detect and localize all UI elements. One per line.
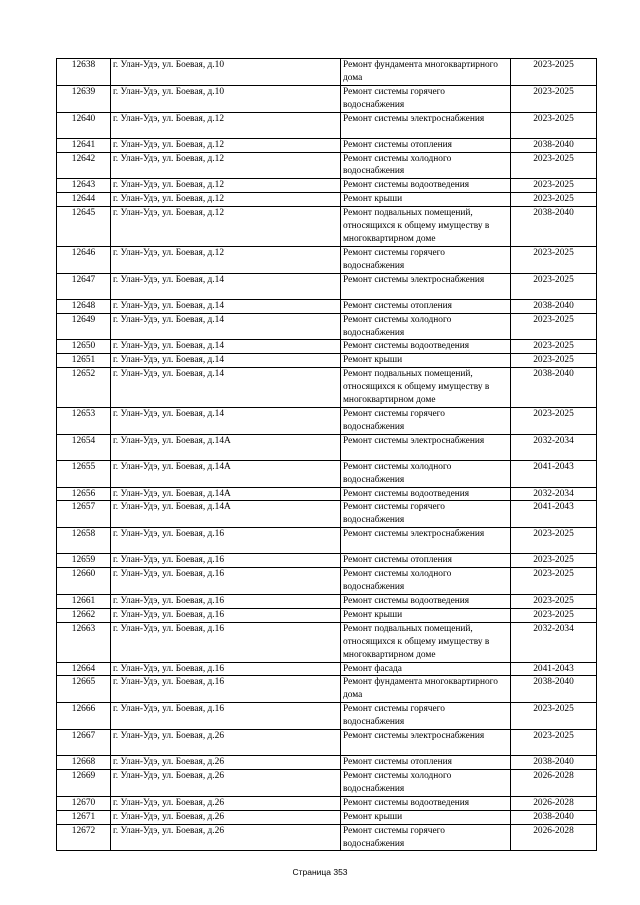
row-number: 12653 <box>57 407 111 434</box>
row-period: 2023-2025 <box>511 595 597 609</box>
table-row <box>57 554 597 568</box>
table-row <box>57 676 597 703</box>
row-period: 2023-2025 <box>511 273 597 299</box>
row-period: 2023-2025 <box>511 59 597 86</box>
row-period: 2023-2025 <box>511 85 597 112</box>
row-number: 12669 <box>57 769 111 796</box>
row-period: 2023-2025 <box>511 179 597 193</box>
row-address: г. Улан-Удэ, ул. Боевая, д.12 <box>111 246 341 273</box>
row-number: 12649 <box>57 313 111 340</box>
row-number: 12672 <box>57 824 111 851</box>
row-number: 12668 <box>57 756 111 770</box>
row-number: 12671 <box>57 810 111 824</box>
row-work-type: Ремонт системы электроснабжения <box>341 528 511 554</box>
row-number: 12657 <box>57 501 111 528</box>
table-row <box>57 622 597 662</box>
table-row <box>57 769 597 796</box>
row-work-type: Ремонт подвальных помещений, относящихся к общему имуществу в многоквартирном доме <box>341 207 511 247</box>
table-row <box>57 207 597 247</box>
row-period: 2038-2040 <box>511 207 597 247</box>
row-period: 2023-2025 <box>511 354 597 368</box>
row-address: г. Улан-Удэ, ул. Боевая, д.16 <box>111 622 341 662</box>
table-row <box>57 138 597 152</box>
row-period: 2023-2025 <box>511 568 597 595</box>
row-address: г. Улан-Удэ, ул. Боевая, д.12 <box>111 112 341 138</box>
row-address: г. Улан-Удэ, ул. Боевая, д.14А <box>111 434 341 460</box>
row-period: 2041-2043 <box>511 501 597 528</box>
row-work-type: Ремонт системы холодного водоснабжения <box>341 313 511 340</box>
row-number: 12645 <box>57 207 111 247</box>
row-period: 2026-2028 <box>511 769 597 796</box>
row-number: 12644 <box>57 193 111 207</box>
row-work-type: Ремонт системы холодного водоснабжения <box>341 460 511 487</box>
table-row <box>57 528 597 554</box>
row-period: 2038-2040 <box>511 368 597 408</box>
table-row <box>57 703 597 730</box>
row-work-type: Ремонт системы водоотведения <box>341 487 511 501</box>
row-work-type: Ремонт крыши <box>341 608 511 622</box>
row-number: 12665 <box>57 676 111 703</box>
row-period: 2023-2025 <box>511 554 597 568</box>
row-address: г. Улан-Удэ, ул. Боевая, д.26 <box>111 796 341 810</box>
row-number: 12646 <box>57 246 111 273</box>
row-number: 12638 <box>57 59 111 86</box>
table-row <box>57 568 597 595</box>
row-address: г. Улан-Удэ, ул. Боевая, д.16 <box>111 528 341 554</box>
row-address: г. Улан-Удэ, ул. Боевая, д.16 <box>111 595 341 609</box>
table-row <box>57 85 597 112</box>
row-address: г. Улан-Удэ, ул. Боевая, д.10 <box>111 85 341 112</box>
row-address: г. Улан-Удэ, ул. Боевая, д.12 <box>111 152 341 179</box>
row-address: г. Улан-Удэ, ул. Боевая, д.14А <box>111 460 341 487</box>
row-number: 12654 <box>57 434 111 460</box>
row-period: 2038-2040 <box>511 138 597 152</box>
table-row <box>57 407 597 434</box>
row-address: г. Улан-Удэ, ул. Боевая, д.16 <box>111 676 341 703</box>
row-address: г. Улан-Удэ, ул. Боевая, д.12 <box>111 207 341 247</box>
row-work-type: Ремонт системы горячего водоснабжения <box>341 85 511 112</box>
row-address: г. Улан-Удэ, ул. Боевая, д.12 <box>111 138 341 152</box>
table-row <box>57 501 597 528</box>
table-row <box>57 59 597 86</box>
row-number: 12639 <box>57 85 111 112</box>
row-number: 12666 <box>57 703 111 730</box>
table-row <box>57 487 597 501</box>
row-work-type: Ремонт системы горячего водоснабжения <box>341 407 511 434</box>
row-period: 2023-2025 <box>511 246 597 273</box>
row-work-type: Ремонт системы водоотведения <box>341 179 511 193</box>
row-address: г. Улан-Удэ, ул. Боевая, д.14А <box>111 501 341 528</box>
row-period: 2023-2025 <box>511 528 597 554</box>
row-address: г. Улан-Удэ, ул. Боевая, д.16 <box>111 703 341 730</box>
row-work-type: Ремонт крыши <box>341 810 511 824</box>
row-address: г. Улан-Удэ, ул. Боевая, д.12 <box>111 179 341 193</box>
row-address: г. Улан-Удэ, ул. Боевая, д.26 <box>111 769 341 796</box>
row-work-type: Ремонт системы электроснабжения <box>341 112 511 138</box>
table-row <box>57 152 597 179</box>
row-period: 2023-2025 <box>511 193 597 207</box>
row-work-type: Ремонт подвальных помещений, относящихся к общему имуществу в многоквартирном доме <box>341 622 511 662</box>
row-work-type: Ремонт системы холодного водоснабжения <box>341 152 511 179</box>
row-address: г. Улан-Удэ, ул. Боевая, д.14 <box>111 407 341 434</box>
table-row <box>57 179 597 193</box>
row-period: 2038-2040 <box>511 676 597 703</box>
table-row <box>57 460 597 487</box>
row-number: 12658 <box>57 528 111 554</box>
row-period: 2023-2025 <box>511 703 597 730</box>
table-row <box>57 273 597 299</box>
row-work-type: Ремонт подвальных помещений, относящихся к общему имуществу в многоквартирном доме <box>341 368 511 408</box>
row-period: 2023-2025 <box>511 730 597 756</box>
row-number: 12640 <box>57 112 111 138</box>
table-row <box>57 368 597 408</box>
row-address: г. Улан-Удэ, ул. Боевая, д.26 <box>111 810 341 824</box>
table-row <box>57 193 597 207</box>
row-address: г. Улан-Удэ, ул. Боевая, д.14А <box>111 487 341 501</box>
table-row <box>57 434 597 460</box>
row-number: 12650 <box>57 340 111 354</box>
row-work-type: Ремонт крыши <box>341 193 511 207</box>
row-number: 12667 <box>57 730 111 756</box>
row-work-type: Ремонт системы отопления <box>341 756 511 770</box>
row-work-type: Ремонт системы горячего водоснабжения <box>341 246 511 273</box>
row-address: г. Улан-Удэ, ул. Боевая, д.14 <box>111 299 341 313</box>
row-work-type: Ремонт системы водоотведения <box>341 595 511 609</box>
row-address: г. Улан-Удэ, ул. Боевая, д.26 <box>111 730 341 756</box>
table-row <box>57 756 597 770</box>
row-work-type: Ремонт системы горячего водоснабжения <box>341 703 511 730</box>
row-period: 2023-2025 <box>511 407 597 434</box>
row-period: 2041-2043 <box>511 460 597 487</box>
row-period: 2023-2025 <box>511 313 597 340</box>
row-period: 2032-2034 <box>511 434 597 460</box>
row-period: 2023-2025 <box>511 340 597 354</box>
row-address: г. Улан-Удэ, ул. Боевая, д.16 <box>111 554 341 568</box>
row-number: 12664 <box>57 662 111 676</box>
row-address: г. Улан-Удэ, ул. Боевая, д.14 <box>111 340 341 354</box>
table-row <box>57 299 597 313</box>
row-work-type: Ремонт фундамента многоквартирного дома <box>341 676 511 703</box>
row-address: г. Улан-Удэ, ул. Боевая, д.26 <box>111 824 341 851</box>
row-number: 12655 <box>57 460 111 487</box>
row-period: 2038-2040 <box>511 299 597 313</box>
table-row <box>57 662 597 676</box>
row-work-type: Ремонт системы горячего водоснабжения <box>341 501 511 528</box>
row-period: 2032-2034 <box>511 487 597 501</box>
row-number: 12641 <box>57 138 111 152</box>
row-number: 12661 <box>57 595 111 609</box>
row-work-type: Ремонт системы холодного водоснабжения <box>341 769 511 796</box>
row-address: г. Улан-Удэ, ул. Боевая, д.12 <box>111 193 341 207</box>
row-period: 2038-2040 <box>511 810 597 824</box>
row-period: 2023-2025 <box>511 112 597 138</box>
row-number: 12660 <box>57 568 111 595</box>
row-work-type: Ремонт системы водоотведения <box>341 796 511 810</box>
row-address: г. Улан-Удэ, ул. Боевая, д.16 <box>111 568 341 595</box>
row-number: 12663 <box>57 622 111 662</box>
row-number: 12642 <box>57 152 111 179</box>
row-period: 2032-2034 <box>511 622 597 662</box>
row-number: 12656 <box>57 487 111 501</box>
row-period: 2023-2025 <box>511 608 597 622</box>
table-row <box>57 730 597 756</box>
row-number: 12670 <box>57 796 111 810</box>
table-row <box>57 608 597 622</box>
table-row <box>57 796 597 810</box>
table-row <box>57 340 597 354</box>
table-row <box>57 595 597 609</box>
row-period: 2041-2043 <box>511 662 597 676</box>
row-address: г. Улан-Удэ, ул. Боевая, д.14 <box>111 273 341 299</box>
row-period: 2026-2028 <box>511 824 597 851</box>
table-row <box>57 354 597 368</box>
table-row <box>57 810 597 824</box>
table-row <box>57 246 597 273</box>
capital-repair-table <box>56 58 597 851</box>
page-number: Страница 353 <box>292 867 348 877</box>
row-work-type: Ремонт системы горячего водоснабжения <box>341 824 511 851</box>
row-work-type: Ремонт фундамента многоквартирного дома <box>341 59 511 86</box>
row-period: 2026-2028 <box>511 796 597 810</box>
row-number: 12647 <box>57 273 111 299</box>
table-row <box>57 112 597 138</box>
row-work-type: Ремонт системы электроснабжения <box>341 730 511 756</box>
row-address: г. Улан-Удэ, ул. Боевая, д.14 <box>111 354 341 368</box>
row-work-type: Ремонт системы электроснабжения <box>341 434 511 460</box>
row-number: 12662 <box>57 608 111 622</box>
row-work-type: Ремонт системы водоотведения <box>341 340 511 354</box>
row-work-type: Ремонт фасада <box>341 662 511 676</box>
row-number: 12643 <box>57 179 111 193</box>
row-number: 12652 <box>57 368 111 408</box>
row-number: 12659 <box>57 554 111 568</box>
table-row <box>57 824 597 851</box>
row-address: г. Улан-Удэ, ул. Боевая, д.14 <box>111 313 341 340</box>
row-work-type: Ремонт системы электроснабжения <box>341 273 511 299</box>
table-row <box>57 313 597 340</box>
row-period: 2023-2025 <box>511 152 597 179</box>
row-address: г. Улан-Удэ, ул. Боевая, д.16 <box>111 662 341 676</box>
row-work-type: Ремонт системы холодного водоснабжения <box>341 568 511 595</box>
row-address: г. Улан-Удэ, ул. Боевая, д.26 <box>111 756 341 770</box>
row-work-type: Ремонт системы отопления <box>341 554 511 568</box>
row-period: 2038-2040 <box>511 756 597 770</box>
row-number: 12648 <box>57 299 111 313</box>
row-address: г. Улан-Удэ, ул. Боевая, д.14 <box>111 368 341 408</box>
row-work-type: Ремонт системы отопления <box>341 138 511 152</box>
row-number: 12651 <box>57 354 111 368</box>
row-work-type: Ремонт крыши <box>341 354 511 368</box>
row-work-type: Ремонт системы отопления <box>341 299 511 313</box>
row-address: г. Улан-Удэ, ул. Боевая, д.10 <box>111 59 341 86</box>
row-address: г. Улан-Удэ, ул. Боевая, д.16 <box>111 608 341 622</box>
table-body <box>57 59 597 851</box>
